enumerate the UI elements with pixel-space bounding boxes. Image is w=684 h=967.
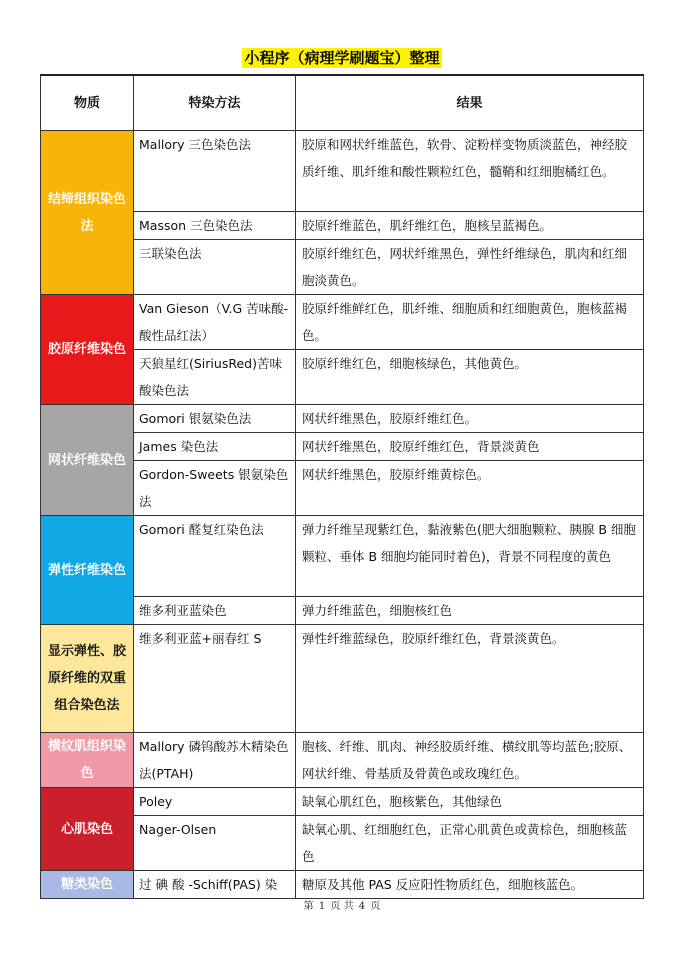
- table-row: [41, 871, 644, 899]
- footer-page-number: 1: [318, 901, 326, 912]
- method-cell: 维多利亚蓝染色: [134, 597, 296, 625]
- category-cell: 胶原纤维染色: [41, 295, 134, 405]
- method-cell: Van Gieson（V.G 苦味酸-酸性品红法）: [134, 295, 296, 350]
- header-substance: 物质: [41, 75, 134, 131]
- table-row: [41, 733, 644, 788]
- result-cell: 弹性纤维蓝绿色，胶原纤维红色，背景淡黄色。: [296, 625, 644, 733]
- result-cell: 胶原纤维蓝色，肌纤维红色，胞核呈蓝褐色。: [296, 212, 644, 240]
- method-cell: 维多利亚蓝+丽春红 S: [134, 625, 296, 733]
- page-title: 小程序（病理学刷题宝）整理: [244, 49, 440, 67]
- category-cell: 糖类染色: [41, 871, 134, 899]
- category-cell: 结缔组织染色法: [41, 131, 134, 295]
- table-row: [41, 788, 644, 816]
- table-row: [41, 625, 644, 733]
- page-title-wrap: [0, 48, 684, 68]
- footer-total-pages: 4: [358, 901, 366, 912]
- result-cell: 胶原纤维红色，细胞核绿色，其他黄色。: [296, 350, 644, 405]
- method-cell: Gomori 醛复红染色法: [134, 516, 296, 597]
- footer-suffix: 页: [370, 901, 381, 912]
- footer-mid: 页 共: [330, 901, 354, 912]
- category-cell: 网状纤维染色: [41, 405, 134, 516]
- result-cell: 胶原和网状纤维蓝色，软骨、淀粉样变物质淡蓝色，神经胶质纤维、肌纤维和酸性颗粒红色，髓鞘和红细胞橘红色。: [296, 131, 644, 212]
- method-cell: Mallory 磷钨酸苏木精染色法(PTAH): [134, 733, 296, 788]
- result-cell: 糖原及其他 PAS 反应阳性物质红色，细胞核蓝色。: [296, 871, 644, 899]
- result-cell: 弹力纤维呈现紫红色，黏液紫色(肥大细胞颗粒、胰腺 B 细胞颗粒、垂体 B 细胞均能同时着色)，背景不同程度的黄色: [296, 516, 644, 597]
- method-cell: 三联染色法: [134, 240, 296, 295]
- result-cell: 网状纤维黑色，胶原纤维红色，背景淡黄色: [296, 433, 644, 461]
- table-row: [41, 131, 644, 212]
- header-method: 特染方法: [134, 75, 296, 131]
- method-cell: Masson 三色染色法: [134, 212, 296, 240]
- page-footer: [0, 897, 684, 912]
- footer-prefix: 第: [303, 901, 314, 912]
- result-cell: 弹力纤维蓝色，细胞核红色: [296, 597, 644, 625]
- table-row: [41, 405, 644, 433]
- header-result: 结果: [296, 75, 644, 131]
- method-cell: Poley: [134, 788, 296, 816]
- table-header-row: [41, 75, 644, 131]
- table-row: [41, 516, 644, 597]
- result-cell: 胞核、纤维、肌肉、神经胶质纤维、横纹肌等均蓝色;胶原、网状纤维、骨基质及骨黄色或玫瑰红色。: [296, 733, 644, 788]
- result-cell: 网状纤维黑色，胶原纤维黄棕色。: [296, 461, 644, 516]
- table-row: [41, 295, 644, 350]
- result-cell: 缺氧心肌红色，胞核紫色，其他绿色: [296, 788, 644, 816]
- method-cell: 过 碘 酸 -Schiff(PAS) 染: [134, 871, 296, 899]
- method-cell: James 染色法: [134, 433, 296, 461]
- result-cell: 缺氧心肌、红细胞红色，正常心肌黄色或黄棕色，细胞核蓝色: [296, 816, 644, 871]
- category-cell: 横纹肌组织染色: [41, 733, 134, 788]
- category-cell: 心肌染色: [41, 788, 134, 871]
- method-cell: Mallory 三色染色法: [134, 131, 296, 212]
- result-cell: 网状纤维黑色，胶原纤维红色。: [296, 405, 644, 433]
- method-cell: 天狼星红(SiriusRed)苦味酸染色法: [134, 350, 296, 405]
- category-cell: 弹性纤维染色: [41, 516, 134, 625]
- method-cell: Gordon-Sweets 银氨染色法: [134, 461, 296, 516]
- staining-table: [40, 74, 644, 899]
- result-cell: 胶原纤维鲜红色，肌纤维、细胞质和红细胞黄色，胞核蓝褐色。: [296, 295, 644, 350]
- category-cell: 显示弹性、胶原纤维的双重组合染色法: [41, 625, 134, 733]
- method-cell: Gomori 银氨染色法: [134, 405, 296, 433]
- result-cell: 胶原纤维红色，网状纤维黑色，弹性纤维绿色，肌肉和红细胞淡黄色。: [296, 240, 644, 295]
- method-cell: Nager-Olsen: [134, 816, 296, 871]
